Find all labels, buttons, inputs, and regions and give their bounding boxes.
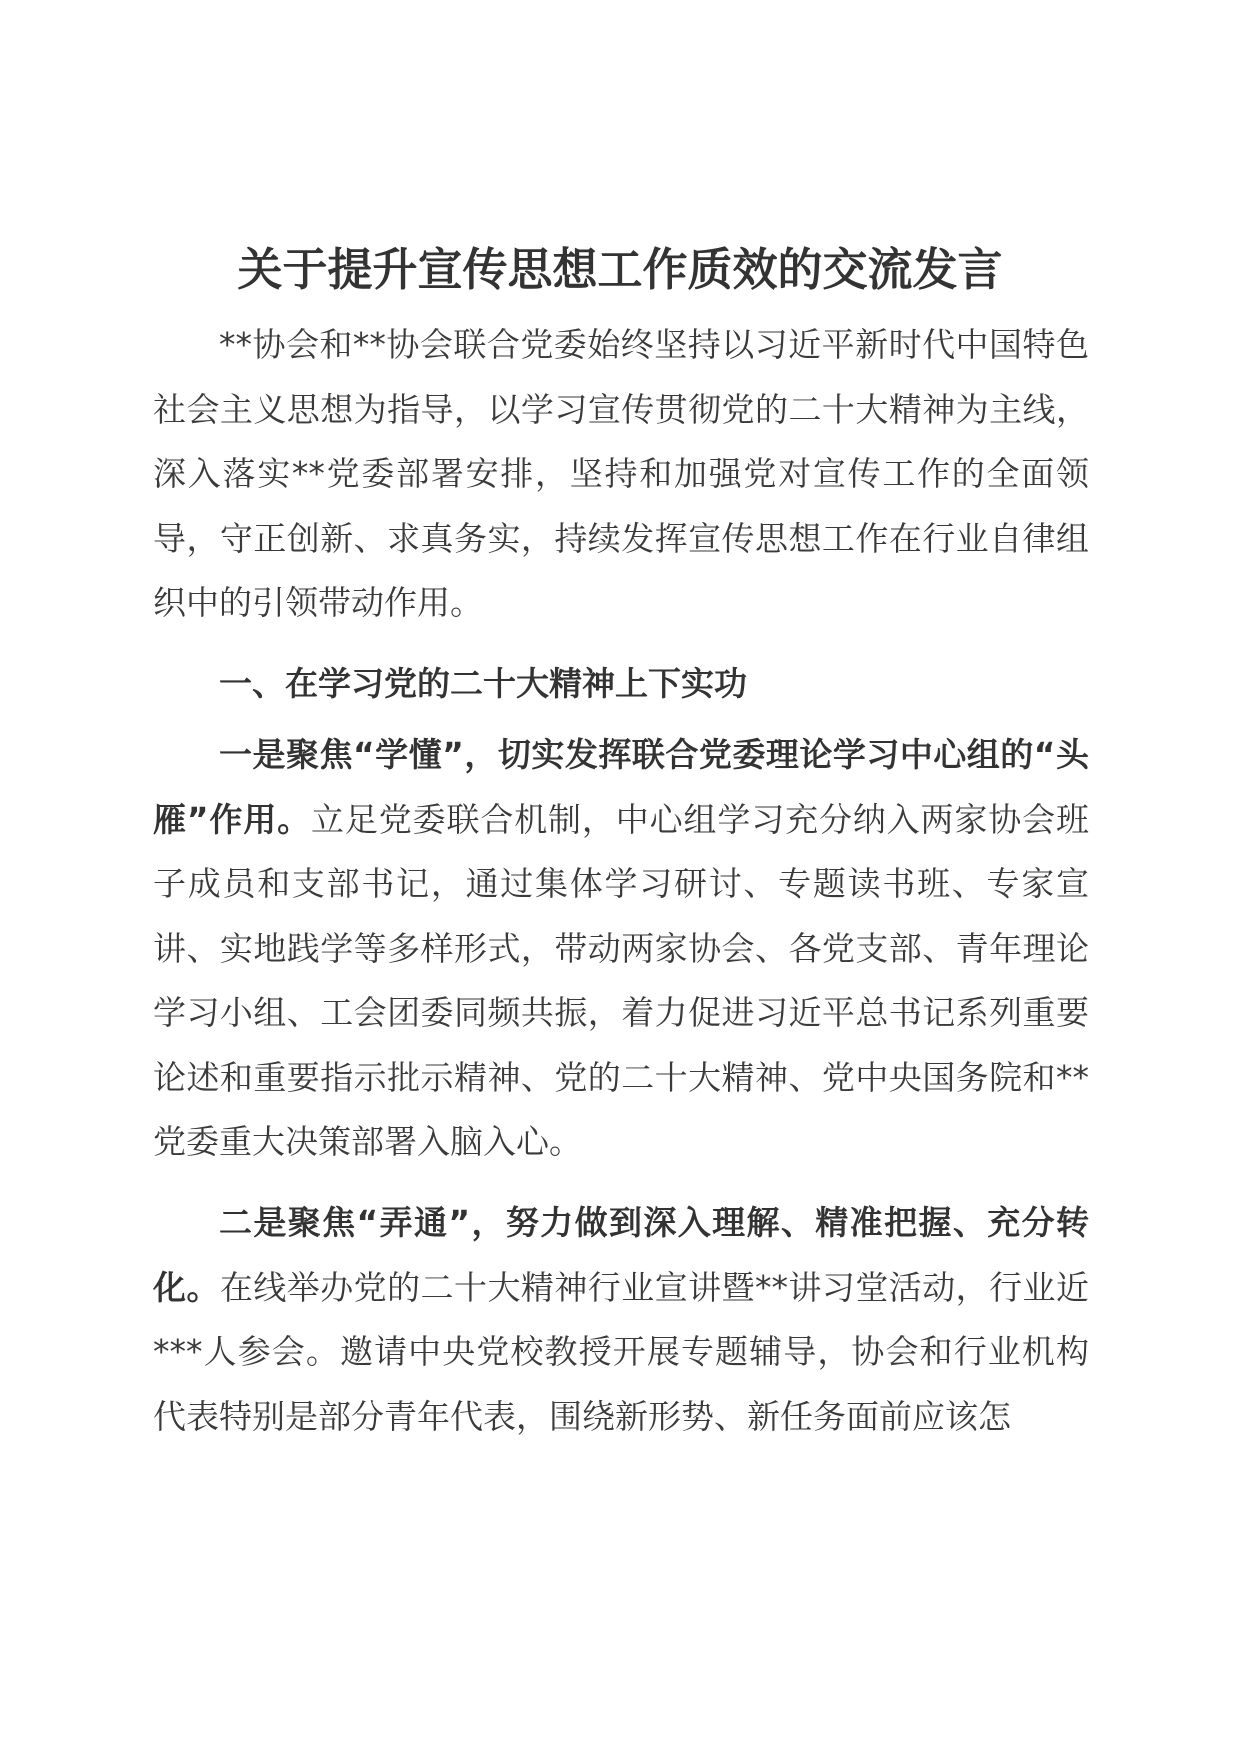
point-one-lead: 一是聚焦“学懂”，切实发挥联合党委理论学习中心组的“头雁”作用。 bbox=[153, 735, 1089, 839]
section-heading: 一、在学习党的二十大精神上下实功 bbox=[219, 664, 747, 703]
point-two-body: 在线举办党的二十大精神行业宣讲暨**讲习堂活动，行业近***人参会。邀请中央党校教授开展专题辅导，协会和行业机构代表特别是部分青年代表，围绕新形势、新任务面前应该怎 bbox=[153, 1267, 1090, 1436]
document-title: 关于提升宣传思想工作质效的交流发言 bbox=[237, 243, 1003, 296]
intro-paragraph: **协会和**协会联合党委始终坚持以习近平新时代中国特色社会主义思想为指导，以学习宣传贯彻党的二十大精神为主线，深入落实**党委部署安排，坚持和加强党对宣传工作的全面领导，守正创新、求真务实，持续发挥宣传思想工作在行业自律组织中的引领带动作用。 bbox=[153, 325, 1089, 622]
point-two-lead: 二是聚焦“弄通”，努力做到深入理解、精准把握、充分转化。 bbox=[153, 1203, 1089, 1307]
point-one-body: 立足党委联合机制，中心组学习充分纳入两家协会班子成员和支部书记，通过集体学习研讨、专题读书班、专家宣讲、实地践学等多样形式，带动两家协会、各党支部、青年理论学习小组、工会团委同频共振，着力促进习近平总书记系列重要论述和重要指示批示精神、党的二十大精神、党中央国务院和**党委重大决策部署入脑入心。 bbox=[153, 799, 1089, 1161]
point-one-paragraph bbox=[153, 723, 1089, 1175]
point-two-paragraph bbox=[153, 1191, 1089, 1449]
